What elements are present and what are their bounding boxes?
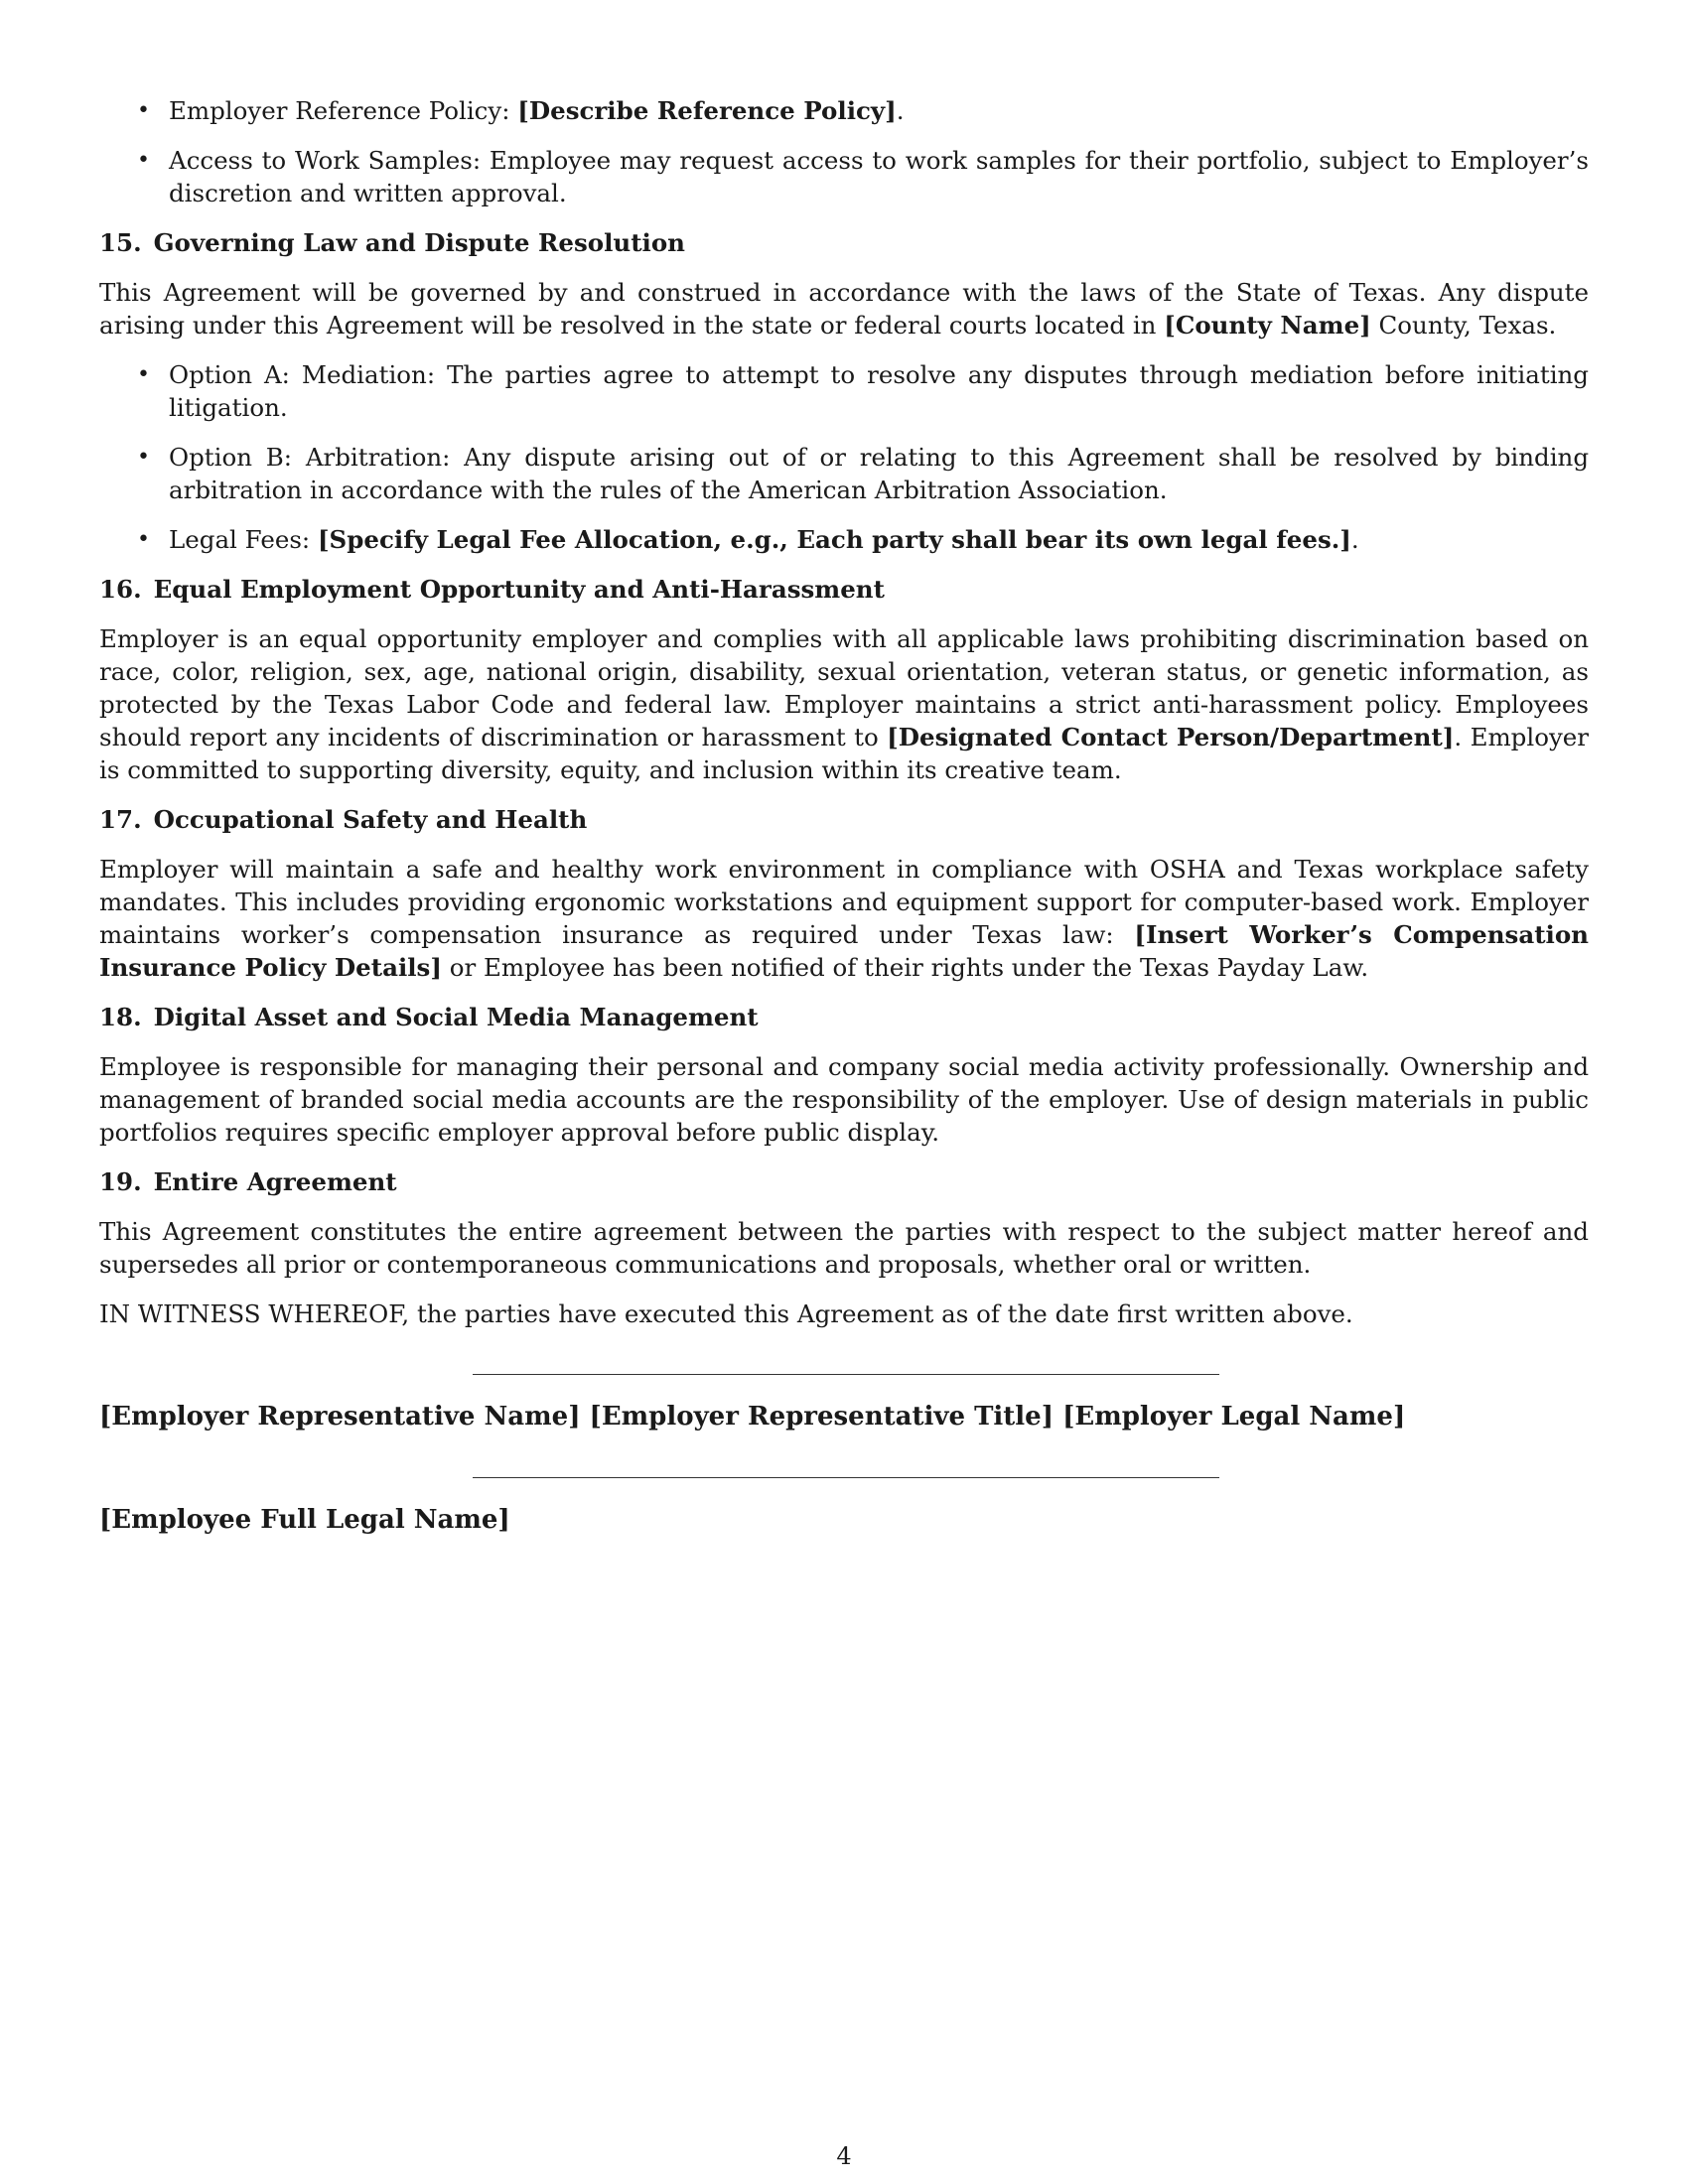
section-17-paragraph: Employer will maintain a safe and healthy work environment in compliance with OSHA and Texas workplace safety mandates. This includes providing ergonomic workstations and equipment support for computer-based work. Employer maintains worker’s compensation insurance as required under Texas law: [Insert Worker’s Compensation Insurance Policy Details] or Employee has been notified of their rights under the Texas Payday Law. bbox=[99, 855, 1589, 982]
section-heading-17: 17. Occupational Safety and Health bbox=[99, 805, 588, 834]
bullet-icon: • bbox=[137, 98, 150, 123]
employee-signature-line bbox=[473, 1477, 1219, 1478]
bullet-icon: • bbox=[137, 362, 150, 387]
section-14-bullet-list bbox=[99, 94, 1589, 209]
list-item: • Option A: Mediation: The parties agree to attempt to resolve any disputes through mediation before initiating litigation. bbox=[137, 360, 1589, 422]
placeholder-field: [County Name] bbox=[1164, 311, 1371, 340]
page-number: 4 bbox=[836, 2142, 852, 2170]
section-15-bullet-list bbox=[99, 358, 1589, 556]
list-item: • Legal Fees: [Specify Legal Fee Allocation, e.g., Each party shall bear its own legal fees.]. bbox=[137, 525, 1359, 554]
document-page bbox=[99, 94, 1589, 1537]
employee-signature-name: [Employee Full Legal Name] bbox=[99, 1505, 510, 1535]
section-15-paragraph: This Agreement will be governed by and construed in accordance with the laws of the State of Texas. Any dispute arising under this Agreement will be resolved in the state or federal courts located in [County Name] County, Texas. bbox=[99, 278, 1589, 340]
witness-statement: IN WITNESS WHEREOF, the parties have executed this Agreement as of the date first written above. bbox=[99, 1299, 1353, 1328]
section-18-paragraph: Employee is responsible for managing their personal and company social media activity professionally. Ownership and management of branded social media accounts are the responsibility of the employer. Use of design materials in public portfolios requires specific employer approval before public display. bbox=[99, 1052, 1589, 1147]
list-item: • Access to Work Samples: Employee may request access to work samples for their portfolio, subject to Employer’s discretion and written approval. bbox=[137, 146, 1589, 207]
placeholder-field: [Describe Reference Policy] bbox=[517, 96, 897, 125]
placeholder-field: [Designated Contact Person/Department] bbox=[887, 723, 1455, 751]
section-heading-18: 18. Digital Asset and Social Media Management bbox=[99, 1003, 759, 1031]
list-item: • Option B: Arbitration: Any dispute arising out of or relating to this Agreement shall be resolved by binding arbitration in accordance with the rules of the American Arbitration Association. bbox=[137, 443, 1589, 504]
bullet-icon: • bbox=[137, 527, 150, 552]
list-item: • Employer Reference Policy: [Describe Reference Policy]. bbox=[137, 96, 905, 125]
section-heading-15: 15. Governing Law and Dispute Resolution bbox=[99, 228, 685, 257]
placeholder-field: [Specify Legal Fee Allocation, e.g., Each party shall bear its own legal fees.] bbox=[317, 525, 1351, 554]
section-heading-16: 16. Equal Employment Opportunity and Anti-Harassment bbox=[99, 575, 885, 604]
employer-signature-name: [Employer Representative Name] [Employer Representative Title] [Employer Legal Name] bbox=[99, 1402, 1406, 1432]
section-19-paragraph: This Agreement constitutes the entire agreement between the parties with respect to the subject matter hereof and supersedes all prior or contemporaneous communications and proposals, whether oral or written. bbox=[99, 1217, 1589, 1279]
section-16-paragraph: Employer is an equal opportunity employer and complies with all applicable laws prohibiting discrimination based on race, color, religion, sex, age, national origin, disability, sexual orientation, veteran status, or genetic information, as protected by the Texas Labor Code and federal law. Employer maintains a strict anti-harassment policy. Employees should report any incidents of discrimination or harassment to [Designated Contact Person/Department]. Employer is committed to supporting diversity, equity, and inclusion within its creative team. bbox=[99, 624, 1590, 784]
bullet-icon: • bbox=[137, 445, 150, 470]
section-heading-19: 19. Entire Agreement bbox=[99, 1167, 397, 1196]
placeholder-field: [Insert Worker’s Compensation Insurance Policy Details] bbox=[99, 920, 1589, 982]
bullet-icon: • bbox=[137, 148, 150, 173]
employer-signature-line bbox=[473, 1374, 1219, 1375]
